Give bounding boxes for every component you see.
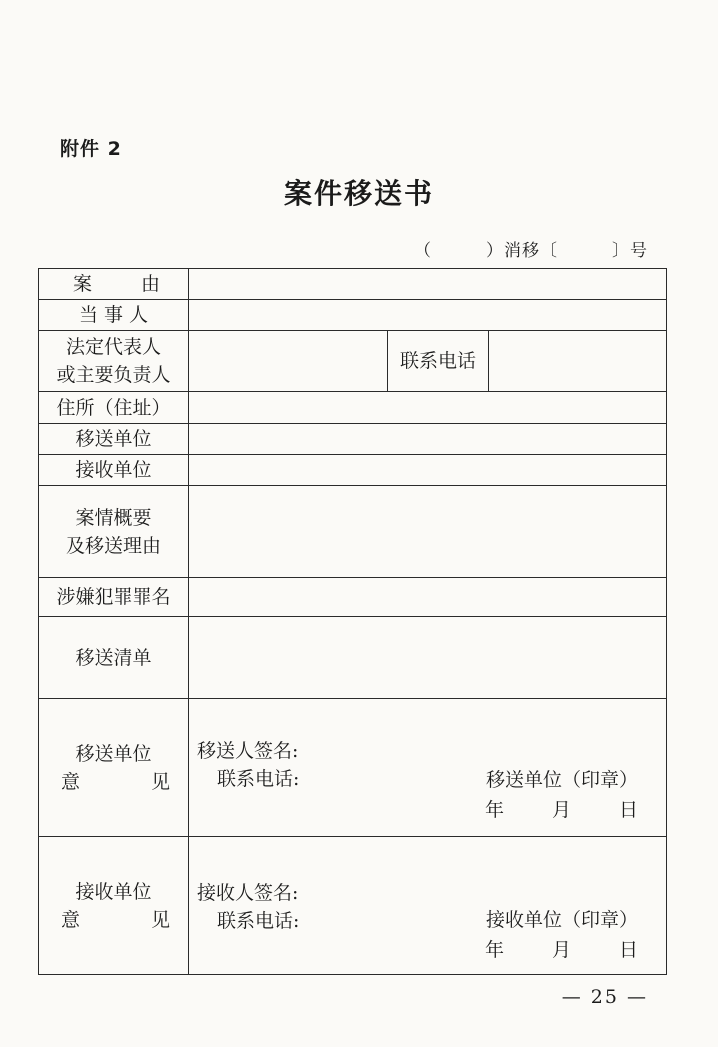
label-legal-rep-line2: 或主要负责人 [56, 364, 171, 386]
label-receive-opinion-line2 [39, 906, 188, 934]
label-receive-opinion-line1: 接收单位 [75, 880, 152, 903]
row-transfer-unit [39, 424, 667, 455]
row-party [39, 300, 667, 331]
field-cause[interactable] [189, 269, 667, 300]
attachment-label: 附件 2 [60, 138, 122, 160]
transfer-date-year: 年 [484, 799, 504, 821]
label-cause [39, 269, 189, 300]
row-transfer-opinion [39, 699, 667, 837]
receive-date [485, 935, 638, 965]
label-contact-phone: 联系电话 [388, 331, 489, 392]
field-receive-opinion[interactable] [189, 837, 667, 975]
row-address [39, 392, 667, 424]
transfer-seal-label: 移送单位（印章） [486, 769, 639, 791]
field-transfer-list[interactable] [189, 617, 667, 699]
label-case-summary [39, 486, 189, 578]
label-address: 住所（住址） [39, 392, 189, 424]
label-case-summary-line1: 案情概要 [75, 506, 152, 529]
receive-date-day: 日 [619, 939, 639, 961]
row-case-summary [39, 486, 667, 578]
field-transfer-opinion[interactable] [189, 699, 667, 837]
label-legal-rep-line1: 法定代表人 [65, 336, 161, 358]
field-case-summary[interactable] [189, 486, 667, 578]
receive-seal-label: 接收单位（印章） [486, 909, 639, 931]
row-receive-opinion [39, 837, 667, 975]
field-party[interactable] [189, 300, 667, 331]
transfer-seal-block [485, 765, 638, 825]
page-title: 案件移送书 [283, 177, 434, 210]
field-address[interactable] [189, 392, 667, 424]
transfer-form-table [38, 268, 667, 975]
label-legal-rep [39, 331, 189, 392]
row-cause [39, 269, 667, 300]
field-suspected-crime[interactable] [189, 578, 667, 617]
receive-date-month: 月 [551, 939, 571, 961]
label-cause-char2: 由 [140, 273, 160, 295]
label-transfer-opinion-line2 [39, 768, 188, 796]
label-receive-unit: 接收单位 [39, 455, 189, 486]
row-receive-unit [39, 455, 667, 486]
label-receive-opinion [39, 837, 189, 975]
receive-date-year: 年 [484, 939, 504, 961]
transfer-date-month: 月 [551, 799, 571, 821]
transfer-date-day: 日 [619, 799, 639, 821]
receive-phone-label: 联系电话: [217, 910, 300, 932]
field-transfer-unit[interactable] [189, 424, 667, 455]
row-suspected-crime [39, 578, 667, 617]
label-transfer-opinion [39, 699, 189, 837]
label-cause-char1: 案 [73, 273, 93, 295]
label-transfer-opinion-line1: 移送单位 [75, 742, 152, 765]
transfer-phone-label: 联系电话: [217, 768, 300, 790]
transfer-signer-label: 移送人签名: [197, 740, 299, 762]
receive-signer-label: 接收人签名: [197, 882, 299, 904]
label-transfer-list: 移送清单 [39, 617, 189, 699]
page-number: — 25 — [561, 986, 648, 1008]
label-receive-opinion-char-b: 见 [150, 908, 170, 931]
label-case-summary-line2: 及移送理由 [65, 534, 161, 557]
label-party: 当 事 人 [39, 300, 189, 331]
transfer-date [485, 795, 638, 825]
label-transfer-opinion-char-a: 意 [61, 770, 81, 793]
document-number: （ ）消移〔 〕号 [414, 241, 648, 261]
receive-seal-block [485, 905, 638, 965]
label-transfer-opinion-char-b: 见 [150, 770, 170, 793]
row-legal-rep [39, 331, 667, 392]
label-suspected-crime: 涉嫌犯罪罪名 [39, 578, 189, 617]
field-contact-phone[interactable] [489, 331, 667, 392]
label-transfer-unit: 移送单位 [39, 424, 189, 455]
field-legal-rep[interactable] [189, 331, 388, 392]
label-receive-opinion-char-a: 意 [61, 908, 81, 931]
field-receive-unit[interactable] [189, 455, 667, 486]
row-transfer-list [39, 617, 667, 699]
